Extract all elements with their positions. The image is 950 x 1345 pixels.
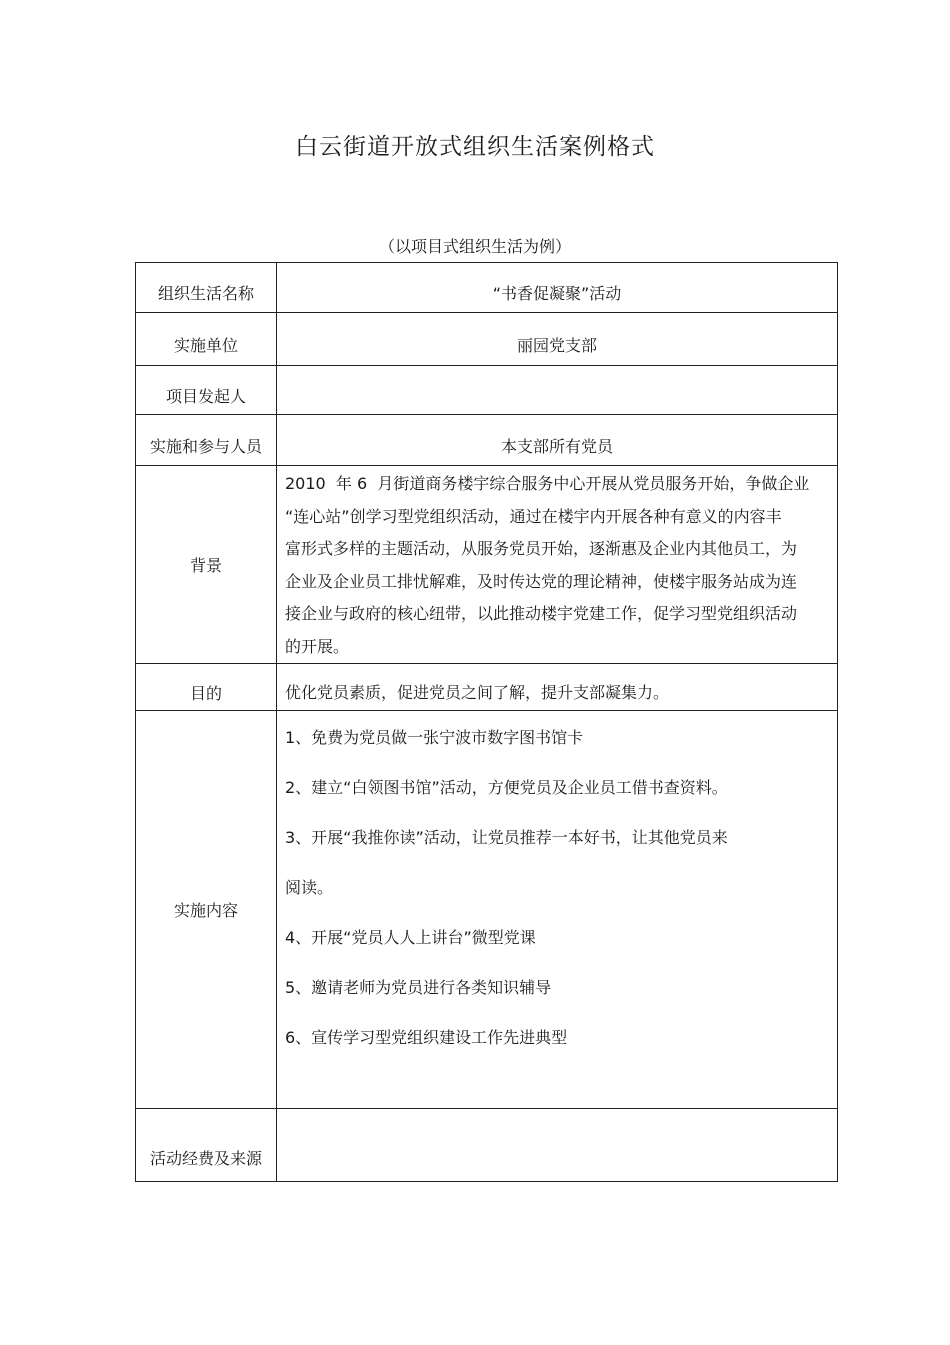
row-content <box>136 711 838 1109</box>
label-initiator-text: 项目发起人 <box>165 386 246 406</box>
value-implementing-unit <box>277 313 838 366</box>
background-line: 2010 年 6 月街道商务楼宇综合服务中心开展从党员服务开始，争做企业 <box>285 474 810 493</box>
label-participants <box>136 415 277 466</box>
content-item: 6、宣传学习型党组织建设工作先进典型 <box>285 1028 568 1047</box>
label-purpose <box>136 664 277 711</box>
value-funds <box>277 1109 838 1182</box>
purpose-text: 优化党员素质，促进党员之间了解，提升支部凝集力。 <box>285 682 670 702</box>
label-initiator <box>136 366 277 415</box>
content-item: 4、开展“党员人人上讲台”微型党课 <box>285 928 536 947</box>
row-background <box>136 466 838 664</box>
row-implementing-unit <box>136 313 838 366</box>
value-background <box>277 466 838 664</box>
value-activity-name-text: “书香促凝聚”活动 <box>492 284 622 303</box>
value-purpose <box>277 664 838 711</box>
document-subtitle: （以项目式组织生活为例） <box>378 237 571 256</box>
label-background: 背景 <box>136 466 277 664</box>
document-title: 白云街道开放式组织生活案例格式 <box>295 134 655 160</box>
label-implementing-unit <box>136 313 277 366</box>
value-participants <box>277 415 838 466</box>
background-line: 的开展。 <box>285 636 350 656</box>
case-form-table <box>135 262 838 1182</box>
background-line: 企业及企业员工排忧解难，及时传达党的理论精神，使楼宇服务站成为连 <box>285 571 798 591</box>
value-content <box>277 711 838 1109</box>
row-activity-name <box>136 263 838 313</box>
content-item: 1、免费为党员做一张宁波市数字图书馆卡 <box>285 728 584 747</box>
value-activity-name <box>277 263 838 313</box>
value-initiator <box>277 366 838 415</box>
value-participants-text: 本支部所有党员 <box>500 436 613 456</box>
label-participants-text: 实施和参与人员 <box>149 436 262 456</box>
content-item: 阅读。 <box>285 878 334 897</box>
background-line: 富形式多样的主题活动，从服务党员开始，逐渐惠及企业内其他员工，为 <box>285 539 798 558</box>
row-purpose <box>136 664 838 711</box>
label-activity-name <box>136 263 277 313</box>
row-initiator <box>136 366 838 415</box>
row-participants <box>136 415 838 466</box>
content-item: 5、邀请老师为党员进行各类知识辅导 <box>285 978 552 997</box>
content-item: 3、开展“我推你读”活动，让党员推荐一本好书，让其他党员来 <box>285 828 728 847</box>
background-text <box>277 466 837 663</box>
background-line: 接企业与政府的核心纽带，以此推动楼宇党建工作，促学习型党组织活动 <box>285 604 798 623</box>
row-funds <box>136 1109 838 1182</box>
background-line: “连心站”创学习型党组织活动，通过在楼宇内开展各种有意义的内容丰 <box>285 506 782 526</box>
value-implementing-unit-text: 丽园党支部 <box>516 335 597 355</box>
label-activity-name-text: 组织生活名称 <box>157 284 254 303</box>
label-implementing-unit-text: 实施单位 <box>173 335 238 355</box>
label-purpose-text: 目的 <box>189 683 222 703</box>
content-item: 2、建立“白领图书馆”活动，方便党员及企业员工借书查资料。 <box>285 778 728 797</box>
label-funds: 活动经费及来源 <box>136 1109 277 1182</box>
label-content: 实施内容 <box>136 711 277 1109</box>
